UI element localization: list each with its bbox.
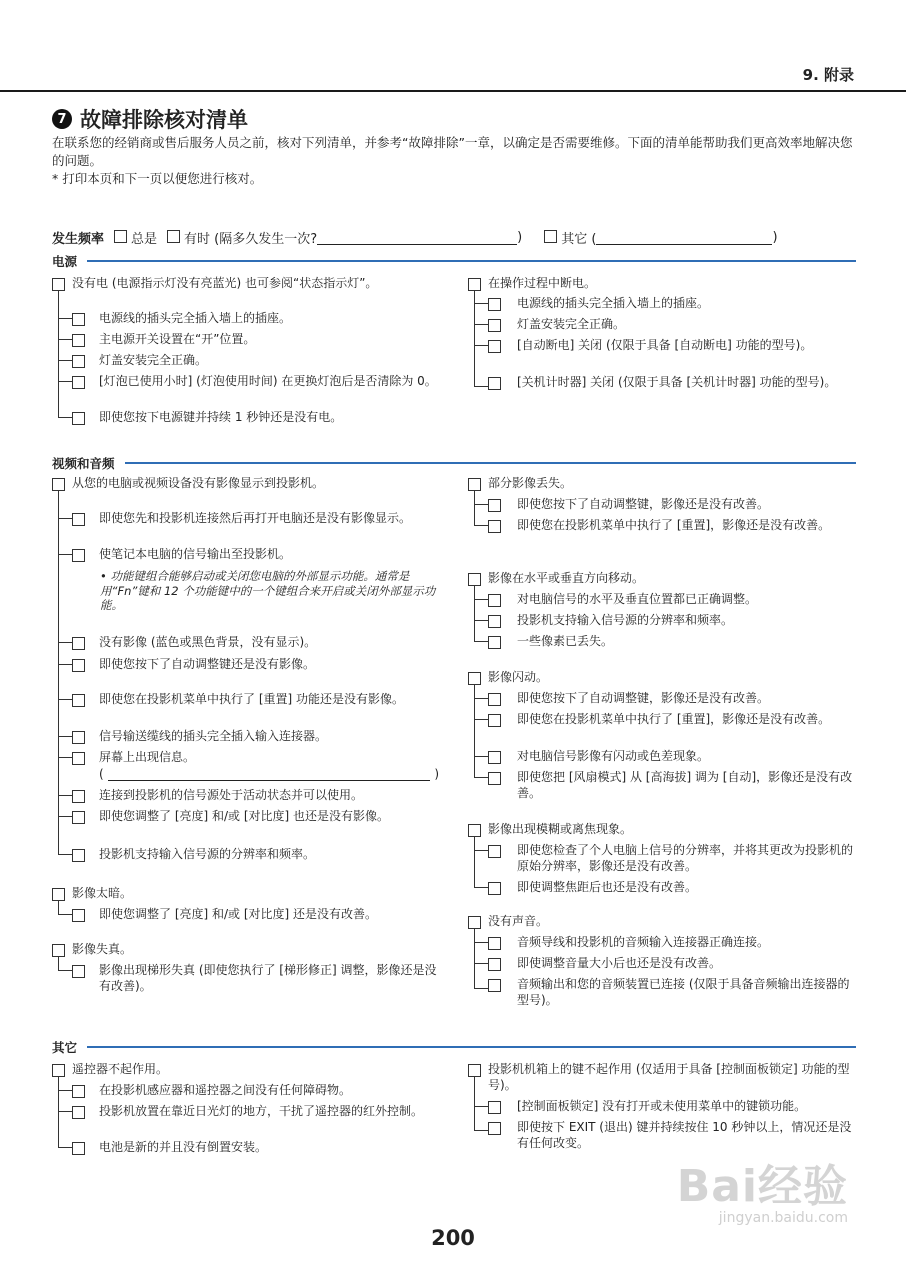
checkbox[interactable] — [488, 693, 501, 706]
checklist-subitem[interactable] — [72, 410, 442, 426]
checkbox[interactable] — [488, 845, 501, 858]
checklist-subitem[interactable] — [72, 311, 442, 327]
checkbox[interactable] — [488, 499, 501, 512]
checkbox[interactable] — [72, 513, 85, 526]
checklist-subitem[interactable] — [72, 1104, 442, 1120]
checkbox[interactable] — [488, 1101, 501, 1114]
checklist-subitem[interactable] — [488, 317, 858, 333]
tree-line — [474, 837, 475, 887]
tree-line — [474, 929, 475, 988]
checklist-subitem[interactable] — [488, 1120, 858, 1151]
page-title-text: 故障排除核对清单 — [80, 108, 248, 132]
item-text: 即使按下 EXIT (退出) 键并持续按住 10 秒钟以上，情况还是没有任何改变。 — [517, 1120, 852, 1150]
checkbox[interactable] — [468, 573, 481, 586]
paren-open: ( — [99, 767, 104, 781]
item-text: 电池是新的并且没有倒置安装。 — [99, 1140, 268, 1154]
item-text: 即使您检查了个人电脑上信号的分辨率，并将其更改为投影机的原始分辨率，影像还是没有改善。 — [517, 843, 854, 873]
checklist-subitem[interactable] — [72, 635, 442, 651]
checkbox[interactable] — [72, 849, 85, 862]
other-close: ) — [772, 230, 778, 245]
item-text: 在操作过程中断电。 — [488, 276, 597, 290]
checkbox[interactable] — [488, 298, 501, 311]
checkbox[interactable] — [72, 637, 85, 650]
item-text: 投影机支持输入信号源的分辨率和频率。 — [99, 847, 316, 861]
checkbox[interactable] — [488, 882, 501, 895]
checkbox[interactable] — [52, 888, 65, 901]
item-text: 电源线的插头完全插入墙上的插座。 — [99, 311, 292, 325]
frequency-label: 发生频率 — [52, 232, 105, 247]
item-text: 对电脑信号的水平及垂直位置都已正确调整。 — [517, 592, 758, 606]
checkbox[interactable] — [488, 958, 501, 971]
item-text: 信号输送缆线的插头完全插入输入连接器。 — [99, 729, 328, 743]
checklist-subitem[interactable] — [488, 592, 858, 608]
item-text: 灯盖安装完全正确。 — [517, 317, 626, 331]
section-other-title: 其它 — [52, 1040, 78, 1055]
checkbox[interactable] — [488, 772, 501, 785]
checklist-item[interactable] — [52, 276, 442, 292]
item-text: 使笔记本电脑的信号输出至投影机。 — [99, 547, 292, 561]
item-text: [控制面板锁定] 没有打开或未使用菜单中的键锁功能。 — [517, 1099, 807, 1113]
checkbox[interactable] — [488, 615, 501, 628]
checkbox[interactable] — [72, 965, 85, 978]
checkbox[interactable] — [72, 355, 85, 368]
checklist-subitem[interactable] — [72, 657, 442, 673]
checkbox[interactable] — [52, 1064, 65, 1077]
item-text: 一些像素已丢失。 — [517, 634, 614, 648]
checklist-item[interactable] — [52, 886, 442, 902]
checklist-subitem[interactable] — [72, 729, 442, 745]
checklist-subitem[interactable] — [72, 511, 442, 527]
item-text: 即使您按下了自动调整键，影像还是没有改善。 — [517, 691, 770, 705]
item-text: 没有声音。 — [488, 914, 549, 928]
item-text: 即使您把 [风扇模式] 从 [高海拔] 调为 [自动]，影像还是没有改善。 — [517, 770, 853, 800]
checkbox[interactable] — [72, 752, 85, 765]
item-text: 即使您在投影机菜单中执行了 [重置] 功能还是没有影像。 — [99, 692, 404, 706]
item-text: 从您的电脑或视频设备没有影像显示到投影机。 — [72, 476, 325, 490]
item-text: 投影机机箱上的键不起作用 (仅适用于具备 [控制面板锁定] 功能的型号)。 — [488, 1062, 850, 1092]
watermark-brand: Bai经验 — [676, 1161, 848, 1212]
checkbox[interactable] — [488, 377, 501, 390]
item-text: 影像出现梯形失真 (即使您执行了 [梯形修正] 调整，影像还是没有改善)。 — [99, 963, 437, 993]
message-blank[interactable] — [108, 766, 431, 781]
tree-line — [58, 491, 59, 854]
tree-line — [58, 957, 59, 971]
checkbox[interactable] — [488, 340, 501, 353]
section-video-audio — [52, 454, 856, 472]
tree-line — [474, 291, 475, 386]
checklist-subitem[interactable] — [488, 749, 858, 765]
checkbox[interactable] — [488, 594, 501, 607]
item-text: [自动断电] 关闭 (仅限于具备 [自动断电] 功能的型号)。 — [517, 338, 813, 352]
tree-line — [58, 291, 59, 417]
tree-line — [58, 1077, 59, 1147]
sometimes-checkbox[interactable] — [167, 230, 180, 243]
item-text: 灯盖安装完全正确。 — [99, 353, 208, 367]
item-text: 没有电 (电源指示灯没有亮蓝光) 也可参阅“状态指示灯”。 — [72, 276, 378, 290]
header-divider — [0, 90, 906, 92]
item-text: 即使调整焦距后也还是没有改善。 — [517, 880, 698, 894]
checkbox[interactable] — [72, 909, 85, 922]
checklist-subitem[interactable] — [488, 613, 858, 629]
page-number: 200 — [431, 1226, 475, 1250]
checkbox[interactable] — [468, 672, 481, 685]
checkbox[interactable] — [72, 1106, 85, 1119]
paren-close: ) — [434, 767, 439, 781]
other-checkbox[interactable] — [544, 230, 557, 243]
always-label: 总是 — [131, 232, 158, 247]
checkbox[interactable] — [488, 751, 501, 764]
watermark-url: jingyan.baidu.com — [718, 1210, 848, 1226]
checklist-subitem[interactable] — [488, 1099, 858, 1115]
checkbox[interactable] — [72, 659, 85, 672]
item-text: 音频导线和投影机的音频输入连接器正确连接。 — [517, 935, 770, 949]
checklist-subitem[interactable] — [488, 375, 858, 391]
checklist-subitem[interactable] — [72, 788, 442, 804]
item-text: 即使您按下了自动调整键，影像还是没有改善。 — [517, 497, 770, 511]
checkbox[interactable] — [52, 278, 65, 291]
checklist-subitem[interactable] — [72, 692, 442, 708]
item-text: 即使调整音量大小后也还是没有改善。 — [517, 956, 722, 970]
section-video-title: 视频和音频 — [52, 456, 115, 471]
checklist-subitem[interactable] — [488, 712, 858, 728]
checkbox[interactable] — [468, 1064, 481, 1077]
checkbox[interactable] — [72, 334, 85, 347]
checklist-item[interactable] — [52, 476, 442, 492]
checklist-subitem[interactable] — [72, 907, 442, 923]
item-text: 即使您按下了自动调整键还是没有影像。 — [99, 657, 316, 671]
checklist-item[interactable] — [468, 276, 858, 292]
checkbox[interactable] — [468, 278, 481, 291]
checkbox[interactable] — [72, 313, 85, 326]
checklist-item[interactable] — [468, 1062, 858, 1093]
always-checkbox[interactable] — [114, 230, 127, 243]
checklist-subitem[interactable] — [72, 963, 442, 994]
item-text: [关机计时器] 关闭 (仅限于具备 [关机计时器] 功能的型号)。 — [517, 375, 837, 389]
checklist-subitem[interactable] — [488, 843, 858, 874]
baidu-watermark — [677, 1150, 848, 1226]
checklist-item[interactable] — [468, 822, 858, 838]
item-text: [灯泡已使用小时] (灯泡使用时间) 在更换灯泡后是否清除为 0。 — [99, 374, 437, 388]
message-blank-row — [99, 766, 439, 781]
checkbox[interactable] — [488, 1122, 501, 1135]
checklist-item[interactable] — [52, 1062, 442, 1078]
item-text: 主电源开关设置在“开”位置。 — [99, 332, 256, 346]
checklist-item[interactable] — [468, 914, 858, 930]
item-text: 音频输出和您的音频装置已连接 (仅限于具备音频输出连接器的型号)。 — [517, 977, 850, 1007]
item-text: 没有影像 (蓝色或黑色背景，没有显示)。 — [99, 635, 317, 649]
page-title — [52, 104, 248, 134]
checkbox[interactable] — [488, 937, 501, 950]
section-header: 9. 附录 — [802, 66, 854, 84]
checkbox[interactable] — [72, 790, 85, 803]
checkbox[interactable] — [468, 478, 481, 491]
sometimes-label: 有时 (隔多久发生一次? — [184, 232, 318, 247]
checkbox[interactable] — [72, 694, 85, 707]
checkbox[interactable] — [488, 520, 501, 533]
item-text: 屏幕上出现信息。 — [99, 750, 196, 764]
checklist-subitem[interactable] — [72, 750, 442, 766]
item-text: 连接到投影机的信号源处于活动状态并可以使用。 — [99, 788, 364, 802]
checklist-subitem[interactable] — [72, 1083, 442, 1099]
checklist-item[interactable] — [468, 571, 858, 587]
section-power — [52, 252, 856, 270]
checklist-subitem[interactable] — [72, 547, 442, 563]
intro-line-1: 在联系您的经销商或售后服务人员之前，核对下列清单，并参考“故障排除”一章，以确定是否需要维修。下面的清单能帮助我们更高效率地解决您的问题。 — [52, 135, 853, 168]
item-text: 影像太暗。 — [72, 886, 133, 900]
item-text: 即使您按下电源键并持续 1 秒钟还是没有电。 — [99, 410, 343, 424]
checklist-item[interactable] — [52, 942, 442, 958]
checklist-item[interactable] — [468, 670, 858, 686]
checklist-subitem[interactable] — [72, 1140, 442, 1156]
checklist-subitem[interactable] — [72, 809, 442, 825]
checkbox[interactable] — [72, 1085, 85, 1098]
item-text: 即使您先和投影机连接然后再打开电脑还是没有影像显示。 — [99, 511, 412, 525]
checkbox[interactable] — [52, 478, 65, 491]
checklist-subitem[interactable] — [72, 353, 442, 369]
other-blank[interactable] — [596, 230, 772, 245]
item-text: 影像失真。 — [72, 942, 133, 956]
item-text: 即使您调整了 [亮度] 和/或 [对比度] 也还是没有影像。 — [99, 809, 390, 823]
intro-line-2: * 打印本页和下一页以便您进行核对。 — [52, 171, 263, 186]
checkbox[interactable] — [468, 824, 481, 837]
checkbox[interactable] — [72, 549, 85, 562]
checklist-subitem[interactable] — [488, 880, 858, 896]
checklist-subitem[interactable] — [488, 518, 858, 534]
checklist-subitem[interactable] — [488, 497, 858, 513]
tree-line — [474, 491, 475, 525]
item-text: 投影机支持输入信号源的分辨率和频率。 — [517, 613, 734, 627]
fn-key-note: • 功能键组合能够启动或关闭您电脑的外部显示功能。通常是用“Fn”键和 12 个功能键中的一个键组合来开启或关闭外部显示功能。 — [100, 569, 436, 612]
tree-line — [474, 586, 475, 641]
checklist-subitem[interactable] — [488, 956, 858, 972]
sometimes-close: ) — [517, 230, 523, 245]
item-text: 即使您调整了 [亮度] 和/或 [对比度] 还是没有改善。 — [99, 907, 378, 921]
other-label: 其它 ( — [561, 232, 597, 247]
checklist-subitem[interactable] — [72, 847, 442, 863]
tree-line — [58, 901, 59, 915]
checkbox[interactable] — [72, 731, 85, 744]
checklist-subitem[interactable] — [488, 338, 858, 354]
checklist-subitem[interactable] — [488, 634, 858, 650]
section-number-badge: 7 — [52, 109, 72, 129]
checklist-subitem[interactable] — [488, 691, 858, 707]
checkbox[interactable] — [488, 636, 501, 649]
checklist-subitem[interactable] — [488, 935, 858, 951]
sometimes-blank[interactable] — [317, 230, 517, 245]
item-text: 即使您在投影机菜单中执行了 [重置]，影像还是没有改善。 — [517, 712, 831, 726]
item-text: 对电脑信号影像有闪动或色差现象。 — [517, 749, 710, 763]
checkbox[interactable] — [468, 916, 481, 929]
section-power-title: 电源 — [52, 254, 78, 269]
checkbox[interactable] — [72, 811, 85, 824]
section-other — [52, 1038, 856, 1056]
tree-line — [474, 1077, 475, 1130]
checkbox[interactable] — [488, 319, 501, 332]
item-text: 在投影机感应器和遥控器之间没有任何障碍物。 — [99, 1083, 352, 1097]
checklist-item[interactable] — [468, 476, 858, 492]
item-text: 影像在水平或垂直方向移动。 — [488, 571, 645, 585]
item-text: 影像闪动。 — [488, 670, 549, 684]
item-text: 电源线的插头完全插入墙上的插座。 — [517, 296, 710, 310]
checkbox[interactable] — [72, 1142, 85, 1155]
checklist-subitem[interactable] — [488, 296, 858, 312]
item-text: 投影机放置在靠近日光灯的地方，干扰了遥控器的红外控制。 — [99, 1104, 424, 1118]
frequency-row — [52, 228, 858, 247]
checkbox[interactable] — [52, 944, 65, 957]
intro-text — [52, 134, 858, 188]
checkbox[interactable] — [72, 376, 85, 389]
checklist-subitem[interactable] — [72, 374, 442, 390]
checkbox[interactable] — [488, 979, 501, 992]
item-text: 影像出现模糊或离焦现象。 — [488, 822, 633, 836]
checklist-subitem[interactable] — [72, 332, 442, 348]
item-text: 即使您在投影机菜单中执行了 [重置]，影像还是没有改善。 — [517, 518, 831, 532]
checklist-subitem[interactable] — [488, 977, 858, 1008]
item-text: 部分影像丢失。 — [488, 476, 573, 490]
checkbox[interactable] — [488, 714, 501, 727]
checklist-subitem[interactable] — [488, 770, 858, 801]
checkbox[interactable] — [72, 412, 85, 425]
item-text: 遥控器不起作用。 — [72, 1062, 169, 1076]
